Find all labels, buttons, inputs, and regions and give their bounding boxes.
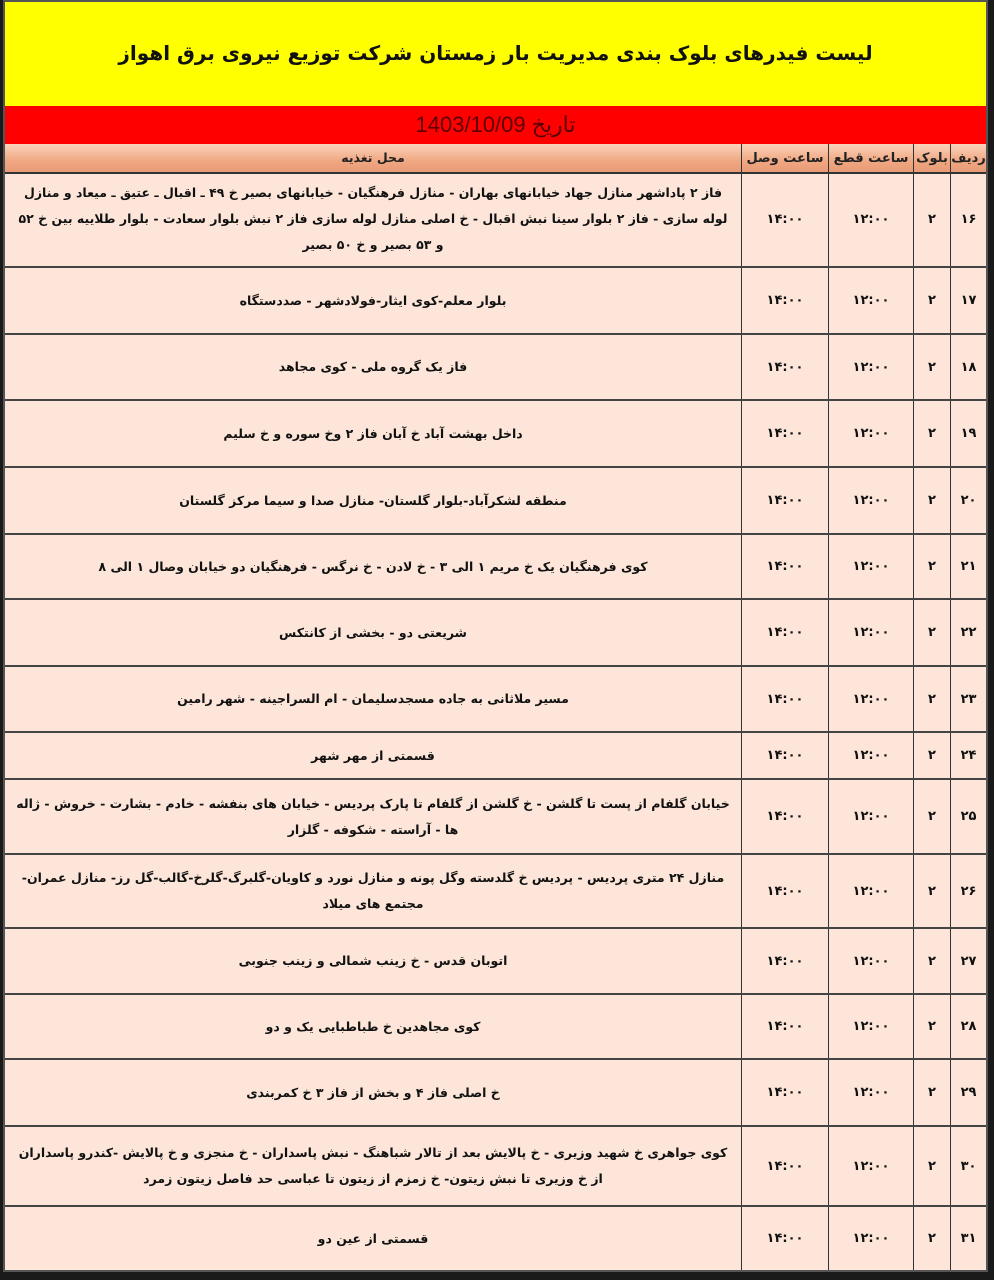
date-label: تاریخ 1403/10/09 bbox=[415, 112, 576, 137]
connect-time: ۱۴:۰۰ bbox=[741, 335, 828, 399]
row-number: ۱۷ bbox=[950, 268, 986, 333]
table-row bbox=[5, 1127, 986, 1207]
header-location: محل تغذیه bbox=[341, 150, 405, 165]
block-number: ۲ bbox=[913, 1127, 950, 1205]
cut-time: ۱۲:۰۰ bbox=[828, 855, 913, 927]
connect-time: ۱۴:۰۰ bbox=[741, 929, 828, 993]
cut-time: ۱۲:۰۰ bbox=[828, 929, 913, 993]
cut-time: ۱۲:۰۰ bbox=[828, 1060, 913, 1125]
connect-time: ۱۴:۰۰ bbox=[741, 600, 828, 665]
cut-time: ۱۲:۰۰ bbox=[828, 535, 913, 598]
location: خ اصلی فاز ۴ و بخش از فاز ۳ خ کمربندی bbox=[246, 1084, 500, 1100]
cut-time: ۱۲:۰۰ bbox=[828, 335, 913, 399]
row-number: ۲۲ bbox=[950, 600, 986, 665]
location: کوی جواهری خ شهید وزیری - خ پالایش بعد از تالار شباهنگ - نبش پاسداران - خ منجزی و خ پالایش -کندرو پاسداران از خ وزیری تا نبش زیتون- خ زمزم از زیتون تا عباسی حد فاصل زیتون زمرد bbox=[18, 1145, 728, 1186]
location: منازل ۲۴ متری پردیس - پردیس خ گلدسته وگل پونه و منازل نورد و کاویان-گلبرگ-گلرخ-گالب-گل رز- منازل عمران-مجتمع های میلاد bbox=[21, 870, 725, 911]
connect-time: ۱۴:۰۰ bbox=[741, 733, 828, 778]
table-row bbox=[5, 468, 986, 535]
location: مسیر ملاثانی به جاده مسجدسلیمان - ام السراجینه - شهر رامین bbox=[177, 691, 569, 706]
table-row bbox=[5, 855, 986, 929]
cut-time: ۱۲:۰۰ bbox=[828, 268, 913, 333]
row-number: ۲۷ bbox=[950, 929, 986, 993]
connect-time: ۱۴:۰۰ bbox=[741, 172, 828, 266]
table-row bbox=[5, 335, 986, 401]
location: کوی مجاهدین خ طباطبایی یک و دو bbox=[265, 1018, 481, 1034]
cut-time: ۱۲:۰۰ bbox=[828, 600, 913, 665]
cut-time: ۱۲:۰۰ bbox=[828, 995, 913, 1058]
block-number: ۲ bbox=[913, 1060, 950, 1125]
cut-time: ۱۲:۰۰ bbox=[828, 468, 913, 533]
row-number: ۲۱ bbox=[950, 535, 986, 598]
cut-time: ۱۲:۰۰ bbox=[828, 172, 913, 266]
table-header bbox=[5, 144, 986, 174]
row-number: ۱۶ bbox=[950, 172, 986, 266]
cut-time: ۱۲:۰۰ bbox=[828, 733, 913, 778]
connect-time: ۱۴:۰۰ bbox=[741, 855, 828, 927]
table-row bbox=[5, 268, 986, 335]
connect-time: ۱۴:۰۰ bbox=[741, 995, 828, 1058]
cut-time: ۱۲:۰۰ bbox=[828, 1127, 913, 1205]
block-number: ۲ bbox=[913, 600, 950, 665]
table-row bbox=[5, 733, 986, 780]
table-row bbox=[5, 667, 986, 733]
location: داخل بهشت آباد خ آبان فاز ۲ وخ سوره و خ سلیم bbox=[223, 425, 523, 441]
row-number: ۳۱ bbox=[950, 1207, 986, 1270]
row-number: ۳۰ bbox=[950, 1127, 986, 1205]
block-number: ۲ bbox=[913, 335, 950, 399]
block-number: ۲ bbox=[913, 667, 950, 731]
location: فاز یک گروه ملی - کوی مجاهد bbox=[278, 359, 468, 374]
row-number: ۲۶ bbox=[950, 855, 986, 927]
table-row bbox=[5, 1207, 986, 1270]
location: خیابان گلفام از پست تا گلشن - خ گلشن از گلفام تا پارک پردیس - خیابان های بنفشه - خادم - بشارت - خروش - ژاله ها - آراسته - شکوفه - گلزار bbox=[16, 795, 730, 837]
header-block: بلوک bbox=[913, 144, 950, 172]
table-row bbox=[5, 172, 986, 268]
block-number: ۲ bbox=[913, 268, 950, 333]
row-number: ۱۸ bbox=[950, 335, 986, 399]
block-number: ۲ bbox=[913, 733, 950, 778]
connect-time: ۱۴:۰۰ bbox=[741, 780, 828, 853]
row-number: ۲۵ bbox=[950, 780, 986, 853]
block-number: ۲ bbox=[913, 1207, 950, 1270]
block-number: ۲ bbox=[913, 401, 950, 466]
connect-time: ۱۴:۰۰ bbox=[741, 268, 828, 333]
row-number: ۲۰ bbox=[950, 468, 986, 533]
location: بلوار معلم-کوی ایثار-فولادشهر - صددستگاه bbox=[239, 292, 507, 308]
cut-time: ۱۲:۰۰ bbox=[828, 401, 913, 466]
block-number: ۲ bbox=[913, 172, 950, 266]
location: قسمتی از عین دو bbox=[317, 1230, 429, 1246]
connect-time: ۱۴:۰۰ bbox=[741, 667, 828, 731]
location: اتوبان قدس - خ زینب شمالی و زینب جنوبی bbox=[238, 953, 508, 968]
connect-time: ۱۴:۰۰ bbox=[741, 1127, 828, 1205]
table-row bbox=[5, 401, 986, 468]
row-number: ۲۹ bbox=[950, 1060, 986, 1125]
cut-time: ۱۲:۰۰ bbox=[828, 780, 913, 853]
row-number: ۲۳ bbox=[950, 667, 986, 731]
table-row bbox=[5, 780, 986, 855]
table-row bbox=[5, 535, 986, 600]
block-number: ۲ bbox=[913, 780, 950, 853]
block-number: ۲ bbox=[913, 855, 950, 927]
table-row bbox=[5, 995, 986, 1060]
page-title: لیست فیدرهای بلوک بندی مدیریت بار زمستان شرکت توزیع نیروی برق اهواز bbox=[118, 41, 873, 65]
location: کوی فرهنگیان یک خ مریم ۱ الی ۳ - خ لادن - خ نرگس - فرهنگیان دو خیابان وصال ۱ الی ۸ bbox=[98, 558, 648, 574]
connect-time: ۱۴:۰۰ bbox=[741, 535, 828, 598]
block-number: ۲ bbox=[913, 995, 950, 1058]
connect-time: ۱۴:۰۰ bbox=[741, 1207, 828, 1270]
block-number: ۲ bbox=[913, 468, 950, 533]
cut-time: ۱۲:۰۰ bbox=[828, 1207, 913, 1270]
cut-time: ۱۲:۰۰ bbox=[828, 667, 913, 731]
header-connect-time: ساعت وصل bbox=[741, 144, 828, 172]
connect-time: ۱۴:۰۰ bbox=[741, 468, 828, 533]
feeder-schedule-sheet bbox=[3, 0, 988, 1272]
date-banner bbox=[5, 106, 986, 144]
table-row bbox=[5, 929, 986, 995]
block-number: ۲ bbox=[913, 929, 950, 993]
location: شریعتی دو - بخشی از کانتکس bbox=[279, 624, 467, 640]
row-number: ۲۸ bbox=[950, 995, 986, 1058]
title-banner bbox=[5, 2, 986, 107]
block-number: ۲ bbox=[913, 535, 950, 598]
header-row-number: ردیف bbox=[950, 144, 986, 172]
row-number: ۱۹ bbox=[950, 401, 986, 466]
table-row bbox=[5, 600, 986, 667]
location: قسمتی از مهر شهر bbox=[311, 747, 435, 763]
location: فاز ۲ پاداشهر منازل جهاد خیابانهای بهاران - منازل فرهنگیان - خیابانهای بصیر خ ۴۹ ـ اقبال ـ عتیق ـ میعاد و منازل لوله سازی - فاز ۲ بلوار سینا نبش اقبال - خ اصلی منازل لوله سازی فاز ۲ نبش بلوار سعادت - بلوار طلاییه بین خ ۵۲ و ۵۳ بصیر و خ ۵۰ بصیر bbox=[18, 185, 728, 252]
connect-time: ۱۴:۰۰ bbox=[741, 401, 828, 466]
connect-time: ۱۴:۰۰ bbox=[741, 1060, 828, 1125]
header-cut-time: ساعت قطع bbox=[828, 144, 913, 172]
table-row bbox=[5, 1060, 986, 1127]
location: منطقه لشکرآباد-بلوار گلستان- منازل صدا و سیما مرکز گلستان bbox=[179, 492, 567, 508]
row-number: ۲۴ bbox=[950, 733, 986, 778]
